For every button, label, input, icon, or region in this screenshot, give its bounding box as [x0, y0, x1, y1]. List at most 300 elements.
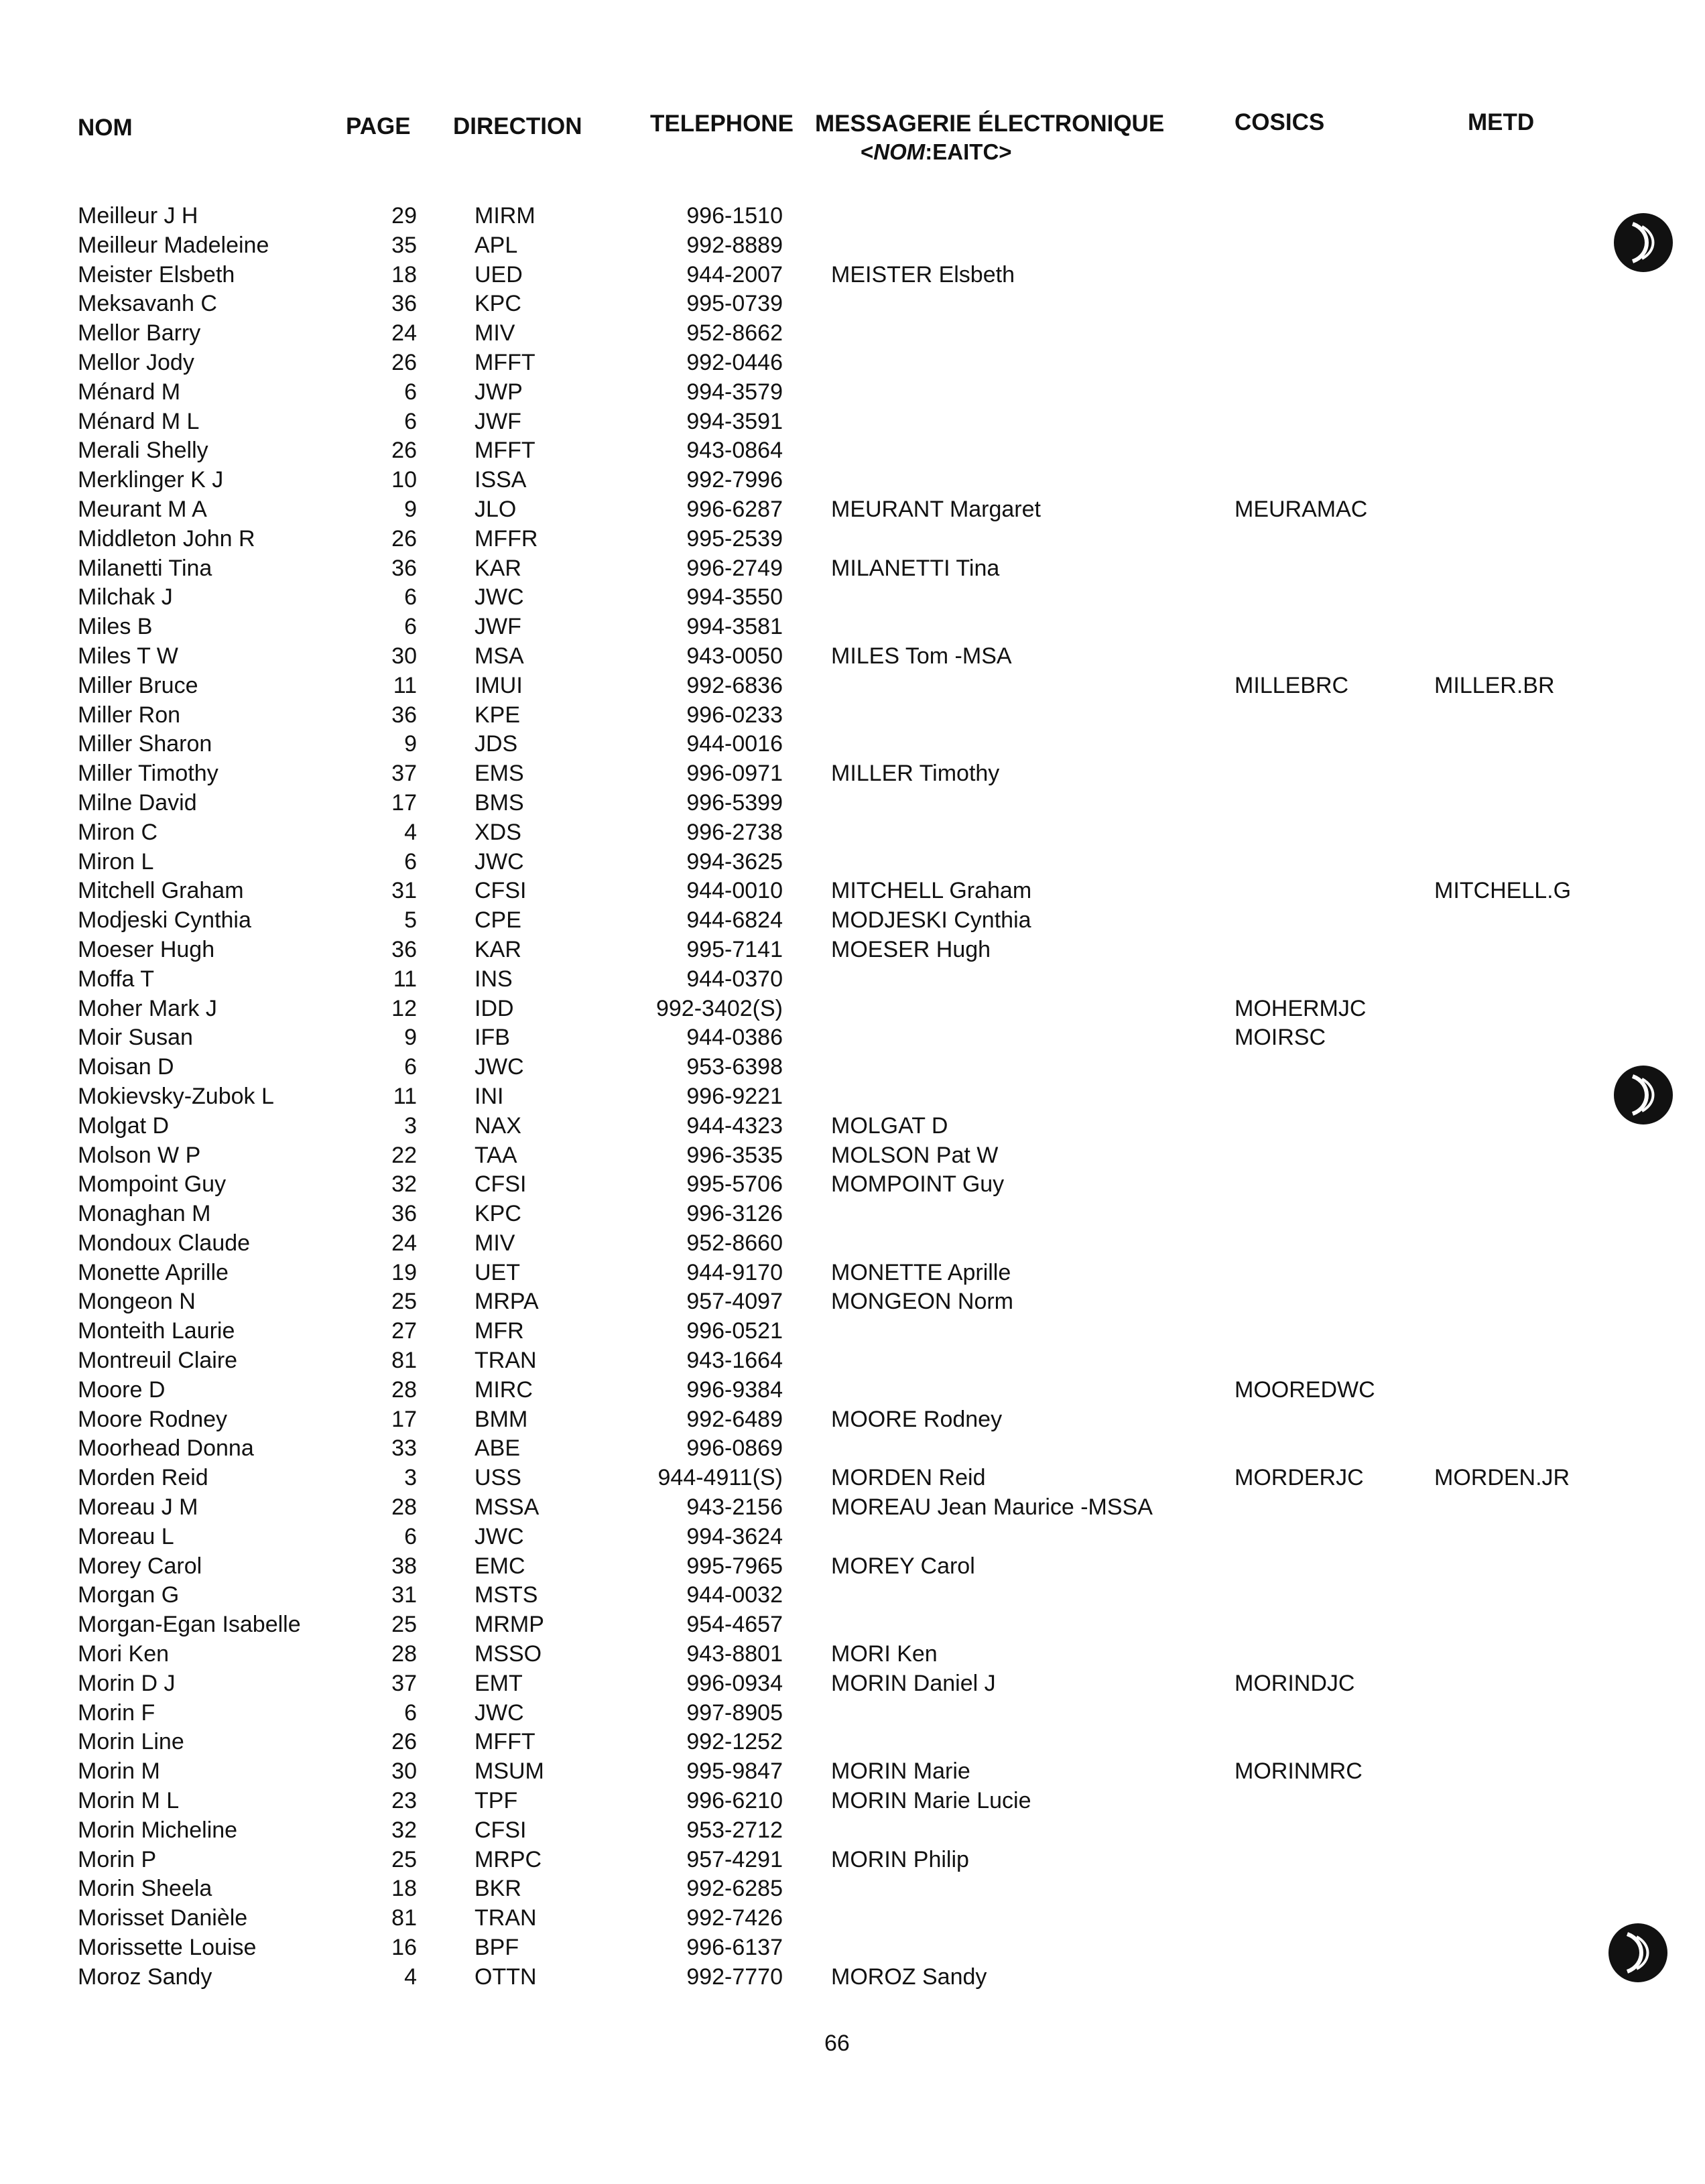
table-row	[0, 964, 1705, 994]
cell-page: 26	[391, 438, 417, 464]
cell-nom: Moisan D	[78, 1054, 174, 1080]
cell-direction: MFFR	[475, 525, 538, 552]
cell-direction: JWP	[475, 379, 523, 405]
table-row	[0, 759, 1705, 788]
cell-telephone: 944-4323	[686, 1112, 783, 1139]
cell-nom: Morin Line	[78, 1729, 184, 1755]
cell-telephone: 996-0233	[686, 702, 783, 728]
cell-telephone: 996-5399	[686, 789, 783, 816]
cell-cosics: MOOREDWC	[1235, 1376, 1375, 1403]
cell-page: 25	[391, 1289, 417, 1315]
cell-page: 29	[391, 203, 417, 229]
table-row	[0, 1023, 1705, 1052]
cell-telephone: 994-3591	[686, 408, 783, 434]
cell-nom: Morin Sheela	[78, 1876, 212, 1902]
cell-messagerie: MORIN Philip	[831, 1846, 969, 1872]
cell-page: 11	[393, 672, 417, 698]
cell-direction: MFR	[475, 1318, 524, 1344]
cell-direction: MSA	[475, 643, 524, 669]
header-messagerie-sub	[861, 138, 1012, 166]
cell-page: 25	[391, 1612, 417, 1638]
cell-direction: EMC	[475, 1553, 525, 1579]
cell-telephone: 992-3402(S)	[655, 995, 783, 1021]
cell-direction: MSUM	[475, 1758, 544, 1785]
table-row	[0, 231, 1705, 260]
cell-direction: MRPC	[475, 1846, 542, 1872]
cell-page: 3	[404, 1112, 417, 1139]
cell-nom: Miller Timothy	[78, 761, 218, 787]
cell-page: 11	[393, 966, 417, 992]
cell-nom: Morin F	[78, 1699, 155, 1726]
cell-telephone: 943-0864	[686, 438, 783, 464]
table-row	[0, 1756, 1705, 1786]
table-row	[0, 788, 1705, 818]
table-row	[0, 905, 1705, 935]
cell-page: 5	[404, 907, 417, 934]
cell-direction: IDD	[475, 995, 514, 1021]
table-row	[0, 495, 1705, 524]
cell-messagerie: MODJESKI Cynthia	[831, 907, 1031, 934]
cell-direction: OTTN	[475, 1964, 537, 1990]
cell-page: 28	[391, 1376, 417, 1403]
table-row	[0, 671, 1705, 700]
cell-nom: Moir Susan	[78, 1025, 193, 1051]
table-row	[0, 1551, 1705, 1581]
cell-nom: Mokievsky-Zubok L	[78, 1083, 274, 1109]
table-row	[0, 318, 1705, 348]
table-row	[0, 1933, 1705, 1962]
header-metd: METD	[1468, 109, 1535, 135]
cell-telephone: 995-2539	[686, 525, 783, 552]
cell-nom: Morgan G	[78, 1582, 180, 1608]
cell-direction: KAR	[475, 555, 521, 581]
cell-page: 17	[391, 1406, 417, 1432]
cell-direction: MIRC	[475, 1376, 533, 1403]
page-number: 66	[824, 2031, 850, 2056]
cell-nom: Morisset Danièle	[78, 1905, 248, 1931]
cell-telephone: 996-6287	[686, 496, 783, 522]
cell-direction: BKR	[475, 1876, 521, 1902]
cell-page: 28	[391, 1641, 417, 1667]
cell-telephone: 996-0934	[686, 1670, 783, 1696]
table-row	[0, 348, 1705, 377]
cell-telephone: 994-3579	[686, 379, 783, 405]
table-row	[0, 1433, 1705, 1463]
table-row	[0, 1874, 1705, 1903]
table-row	[0, 1698, 1705, 1728]
header-messagerie: MESSAGERIE ÉLECTRONIQUE	[815, 111, 1165, 137]
cell-messagerie: MOLSON Pat W	[831, 1142, 999, 1168]
cell-telephone: 996-6210	[686, 1788, 783, 1814]
cell-telephone: 944-0016	[686, 731, 783, 757]
cell-telephone: 992-6836	[686, 672, 783, 698]
table-row	[0, 465, 1705, 495]
cell-direction: BMM	[475, 1406, 528, 1432]
cell-direction: CFSI	[475, 1171, 527, 1198]
cell-messagerie: MONGEON Norm	[831, 1289, 1013, 1315]
cell-messagerie: MORIN Marie	[831, 1758, 970, 1785]
cell-page: 26	[391, 1729, 417, 1755]
header-direction: DIRECTION	[453, 113, 582, 139]
cell-telephone: 992-7426	[686, 1905, 783, 1931]
cell-telephone: 996-3535	[686, 1142, 783, 1168]
cell-direction: MIRM	[475, 203, 535, 229]
cell-nom: Mori Ken	[78, 1641, 170, 1667]
cell-page: 12	[391, 995, 417, 1021]
cell-nom: Moore D	[78, 1376, 166, 1403]
table-row	[0, 729, 1705, 759]
table-row	[0, 994, 1705, 1023]
cell-cosics: MOHERMJC	[1235, 995, 1367, 1021]
cell-page: 30	[391, 1758, 417, 1785]
cell-nom: Mondoux Claude	[78, 1230, 251, 1256]
cell-nom: Moreau L	[78, 1523, 174, 1549]
cell-page: 18	[391, 261, 417, 287]
cell-nom: Monaghan M	[78, 1201, 211, 1227]
table-row	[0, 582, 1705, 612]
cell-nom: Monette Aprille	[78, 1259, 229, 1285]
header-messagerie-sub-italic: NOM	[873, 139, 926, 164]
cell-page: 36	[391, 936, 417, 962]
cell-page: 19	[391, 1259, 417, 1285]
cell-nom: Miller Sharon	[78, 731, 212, 757]
cell-nom: Moorhead Donna	[78, 1435, 254, 1462]
cell-direction: JWC	[475, 1054, 524, 1080]
cell-page: 36	[391, 1201, 417, 1227]
cell-nom: Mellor Jody	[78, 349, 194, 375]
cell-metd: MILLER.BR	[1434, 672, 1555, 698]
cell-telephone: 996-6137	[686, 1935, 783, 1961]
cell-direction: KPC	[475, 1201, 521, 1227]
cell-page: 31	[391, 1582, 417, 1608]
cell-telephone: 944-2007	[686, 261, 783, 287]
cell-direction: USS	[475, 1465, 521, 1491]
cell-page: 36	[391, 291, 417, 317]
cell-cosics: MILLEBRC	[1235, 672, 1349, 698]
table-row	[0, 1669, 1705, 1698]
cell-messagerie: MOORE Rodney	[831, 1406, 1003, 1432]
cell-direction: XDS	[475, 819, 521, 845]
cell-nom: Miron C	[78, 819, 158, 845]
cell-direction: JWC	[475, 848, 524, 875]
cell-nom: Miller Ron	[78, 702, 181, 728]
cell-direction: EMS	[475, 761, 524, 787]
table-row	[0, 1228, 1705, 1258]
header-telephone: TELEPHONE	[650, 111, 794, 137]
cell-messagerie: MOLGAT D	[831, 1112, 948, 1139]
table-row	[0, 524, 1705, 554]
cell-nom: Morissette Louise	[78, 1935, 257, 1961]
table-row	[0, 1727, 1705, 1756]
cell-nom: Morin M	[78, 1758, 160, 1785]
table-row	[0, 1580, 1705, 1610]
cell-direction: MRMP	[475, 1612, 544, 1638]
table-row	[0, 1111, 1705, 1141]
table-row	[0, 1962, 1705, 1992]
cell-page: 36	[391, 702, 417, 728]
cell-telephone: 992-0446	[686, 349, 783, 375]
cell-page: 6	[404, 584, 417, 611]
cell-telephone: 944-6824	[686, 907, 783, 934]
table-row	[0, 554, 1705, 583]
cell-nom: Morey Carol	[78, 1553, 202, 1579]
table-row	[0, 641, 1705, 671]
table-row	[0, 201, 1705, 231]
cell-telephone: 995-9847	[686, 1758, 783, 1785]
table-row	[0, 1141, 1705, 1170]
cell-messagerie: MOREAU Jean Maurice -MSSA	[831, 1494, 1153, 1521]
cell-telephone: 952-8662	[686, 320, 783, 346]
cell-telephone: 953-6398	[686, 1054, 783, 1080]
cell-page: 18	[391, 1876, 417, 1902]
cell-nom: Mellor Barry	[78, 320, 201, 346]
cell-direction: CPE	[475, 907, 521, 934]
table-row	[0, 1199, 1705, 1228]
table-row	[0, 876, 1705, 905]
cell-metd: MITCHELL.G	[1434, 878, 1572, 904]
header-messagerie-sub-suffix: :EAITC>	[925, 139, 1012, 164]
table-row	[0, 377, 1705, 407]
cell-telephone: 996-2749	[686, 555, 783, 581]
cell-page: 4	[404, 1964, 417, 1990]
cell-nom: Meksavanh C	[78, 291, 217, 317]
cell-telephone: 944-9170	[686, 1259, 783, 1285]
cell-page: 25	[391, 1846, 417, 1872]
cell-direction: JWF	[475, 614, 521, 640]
cell-direction: MSTS	[475, 1582, 538, 1608]
cell-telephone: 994-3624	[686, 1523, 783, 1549]
cell-nom: Miles T W	[78, 643, 178, 669]
cell-nom: Molgat D	[78, 1112, 170, 1139]
cell-direction: UET	[475, 1259, 520, 1285]
cell-nom: Meurant M A	[78, 496, 207, 522]
cell-telephone: 996-3126	[686, 1201, 783, 1227]
cell-telephone: 943-2156	[686, 1494, 783, 1521]
cell-page: 17	[391, 789, 417, 816]
cell-nom: Montreuil Claire	[78, 1348, 238, 1374]
cell-page: 26	[391, 525, 417, 552]
table-row	[0, 1287, 1705, 1316]
cell-direction: BMS	[475, 789, 524, 816]
cell-messagerie: MOROZ Sandy	[831, 1964, 987, 1990]
cell-nom: Moroz Sandy	[78, 1964, 212, 1990]
cell-page: 31	[391, 878, 417, 904]
cell-nom: Morin D J	[78, 1670, 176, 1696]
cell-page: 6	[404, 848, 417, 875]
table-row	[0, 1522, 1705, 1551]
cell-page: 9	[404, 496, 417, 522]
cell-page: 6	[404, 1699, 417, 1726]
cell-page: 23	[391, 1788, 417, 1814]
table-row	[0, 407, 1705, 436]
cell-page: 24	[391, 320, 417, 346]
cell-direction: ABE	[475, 1435, 521, 1462]
table-row	[0, 847, 1705, 877]
cell-telephone: 944-4911(S)	[657, 1465, 783, 1491]
cell-direction: TRAN	[475, 1348, 537, 1374]
cell-nom: Morin Micheline	[78, 1817, 238, 1843]
cell-page: 32	[391, 1171, 417, 1198]
cell-page: 6	[404, 614, 417, 640]
cell-cosics: MORINDJC	[1235, 1670, 1355, 1696]
cell-direction: JLO	[475, 496, 517, 522]
cell-telephone: 995-7965	[686, 1553, 783, 1579]
cell-nom: Ménard M	[78, 379, 181, 405]
cell-direction: MFFT	[475, 349, 535, 375]
cell-page: 35	[391, 232, 417, 258]
cell-telephone: 996-9221	[686, 1083, 783, 1109]
cell-telephone: 992-6489	[686, 1406, 783, 1432]
cell-nom: Mongeon N	[78, 1289, 196, 1315]
cell-telephone: 943-0050	[686, 643, 783, 669]
table-row	[0, 1082, 1705, 1111]
cell-nom: Ménard M L	[78, 408, 200, 434]
cell-direction: CFSI	[475, 1817, 527, 1843]
table-row	[0, 260, 1705, 290]
cell-page: 9	[404, 1025, 417, 1051]
cell-direction: TPF	[475, 1788, 518, 1814]
table-row	[0, 612, 1705, 641]
cell-messagerie: MITCHELL Graham	[831, 878, 1032, 904]
cell-direction: MIV	[475, 1230, 515, 1256]
table-row	[0, 1845, 1705, 1874]
cell-direction: INI	[475, 1083, 504, 1109]
cell-page: 26	[391, 349, 417, 375]
cell-page: 32	[391, 1817, 417, 1843]
cell-messagerie: MORDEN Reid	[831, 1465, 986, 1491]
cell-nom: Molson W P	[78, 1142, 201, 1168]
cell-nom: Monteith Laurie	[78, 1318, 235, 1344]
cell-telephone: 994-3625	[686, 848, 783, 875]
cell-telephone: 944-0010	[686, 878, 783, 904]
cell-messagerie: MOREY Carol	[831, 1553, 975, 1579]
binder-punch-hole-icon	[1613, 1064, 1674, 1126]
cell-nom: Milanetti Tina	[78, 555, 212, 581]
cell-direction: KAR	[475, 936, 521, 962]
cell-nom: Merali Shelly	[78, 438, 208, 464]
table-row	[0, 1375, 1705, 1405]
table-row	[0, 818, 1705, 847]
cell-telephone: 992-1252	[686, 1729, 783, 1755]
cell-cosics: MOIRSC	[1235, 1025, 1326, 1051]
cell-direction: MSSA	[475, 1494, 540, 1521]
cell-direction: JWF	[475, 408, 521, 434]
cell-telephone: 996-0521	[686, 1318, 783, 1344]
cell-page: 22	[391, 1142, 417, 1168]
header-nom: NOM	[78, 115, 133, 141]
cell-telephone: 992-6285	[686, 1876, 783, 1902]
cell-messagerie: MEURANT Margaret	[831, 496, 1041, 522]
cell-nom: Morin P	[78, 1846, 157, 1872]
cell-nom: Morin M L	[78, 1788, 180, 1814]
table-row	[0, 289, 1705, 318]
cell-direction: KPC	[475, 291, 521, 317]
cell-nom: Mitchell Graham	[78, 878, 244, 904]
cell-direction: MRPA	[475, 1289, 539, 1315]
cell-telephone: 995-5706	[686, 1171, 783, 1198]
cell-telephone: 944-0386	[686, 1025, 783, 1051]
table-row	[0, 1903, 1705, 1933]
binder-punch-hole-icon	[1613, 212, 1674, 273]
table-row	[0, 1346, 1705, 1375]
cell-nom: Miron L	[78, 848, 154, 875]
cell-page: 6	[404, 1523, 417, 1549]
cell-nom: Merklinger K J	[78, 467, 224, 493]
cell-direction: EMT	[475, 1670, 523, 1696]
cell-page: 37	[391, 1670, 417, 1696]
cell-telephone: 994-3581	[686, 614, 783, 640]
binder-punch-hole-icon	[1607, 1922, 1669, 1984]
cell-messagerie: MORIN Daniel J	[831, 1670, 996, 1696]
cell-telephone: 944-0032	[686, 1582, 783, 1608]
cell-page: 24	[391, 1230, 417, 1256]
cell-cosics: MORDERJC	[1235, 1465, 1364, 1491]
cell-telephone: 953-2712	[686, 1817, 783, 1843]
cell-direction: INS	[475, 966, 513, 992]
cell-messagerie: MONETTE Aprille	[831, 1259, 1011, 1285]
table-row	[0, 1815, 1705, 1845]
cell-page: 81	[391, 1905, 417, 1931]
cell-cosics: MEURAMAC	[1235, 496, 1368, 522]
cell-messagerie: MILES Tom -MSA	[831, 643, 1012, 669]
cell-nom: Moreau J M	[78, 1494, 198, 1521]
table-row	[0, 1258, 1705, 1287]
cell-page: 10	[391, 467, 417, 493]
cell-telephone: 996-0971	[686, 761, 783, 787]
cell-page: 30	[391, 643, 417, 669]
cell-nom: Moffa T	[78, 966, 155, 992]
table-row	[0, 1052, 1705, 1082]
cell-messagerie: MOMPOINT Guy	[831, 1171, 1005, 1198]
cell-page: 4	[404, 819, 417, 845]
cell-messagerie: MILANETTI Tina	[831, 555, 1000, 581]
cell-page: 38	[391, 1553, 417, 1579]
cell-direction: MFFT	[475, 438, 535, 464]
cell-nom: Morgan-Egan Isabelle	[78, 1612, 301, 1638]
cell-telephone: 996-9384	[686, 1376, 783, 1403]
cell-telephone: 992-7996	[686, 467, 783, 493]
table-row	[0, 1405, 1705, 1434]
cell-telephone: 994-3550	[686, 584, 783, 611]
cell-direction: MIV	[475, 320, 515, 346]
cell-telephone: 995-7141	[686, 936, 783, 962]
header-messagerie-sub-prefix: <	[861, 139, 874, 164]
cell-direction: CFSI	[475, 878, 527, 904]
cell-direction: TRAN	[475, 1905, 537, 1931]
cell-page: 27	[391, 1318, 417, 1344]
cell-nom: Miles B	[78, 614, 153, 640]
cell-telephone: 992-7770	[686, 1964, 783, 1990]
cell-messagerie: MEISTER Elsbeth	[831, 261, 1015, 287]
cell-direction: IMUI	[475, 672, 523, 698]
cell-direction: JDS	[475, 731, 518, 757]
cell-nom: Moeser Hugh	[78, 936, 215, 962]
table-row	[0, 1169, 1705, 1199]
cell-direction: JWC	[475, 1699, 524, 1726]
cell-page: 28	[391, 1494, 417, 1521]
cell-nom: Milchak J	[78, 584, 173, 611]
table-row	[0, 700, 1705, 730]
cell-messagerie: MOESER Hugh	[831, 936, 991, 962]
cell-page: 36	[391, 555, 417, 581]
cell-nom: Meister Elsbeth	[78, 261, 235, 287]
cell-direction: MFFT	[475, 1729, 535, 1755]
cell-page: 11	[393, 1083, 417, 1109]
cell-telephone: 952-8660	[686, 1230, 783, 1256]
cell-page: 3	[404, 1465, 417, 1491]
cell-nom: Milne David	[78, 789, 197, 816]
cell-direction: BPF	[475, 1935, 519, 1961]
